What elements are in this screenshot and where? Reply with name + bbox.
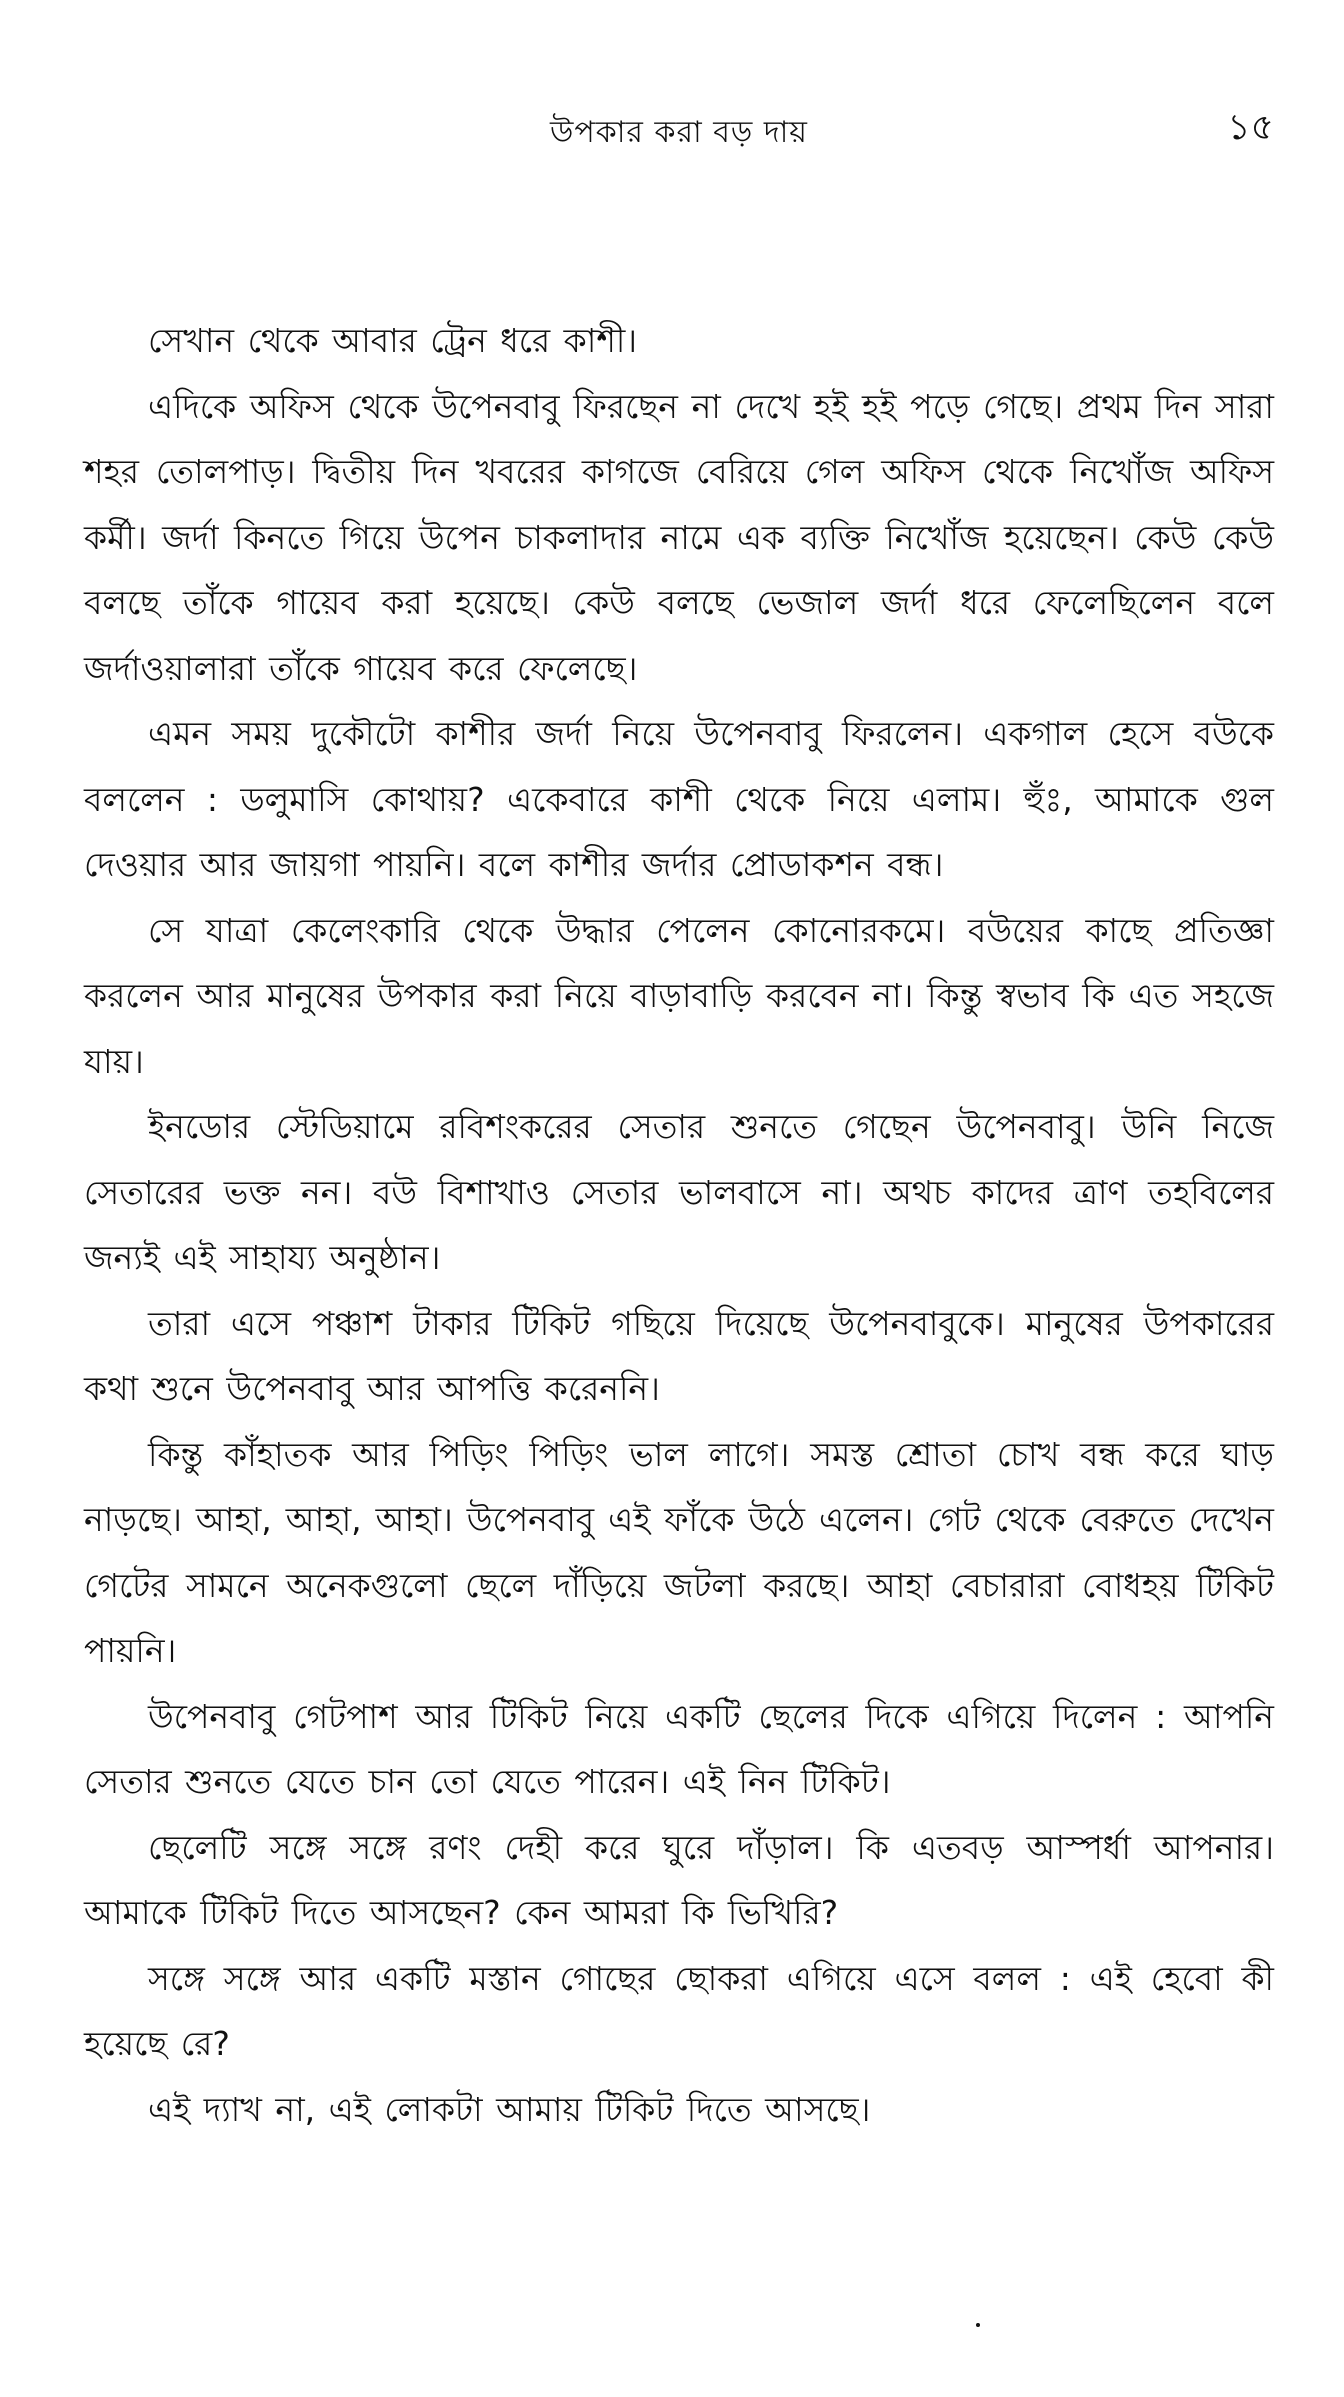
page-number: ১৫ bbox=[1227, 107, 1274, 148]
paragraph-7: কিন্তু কাঁহাতক আর পিড়িং পিড়িং ভাল লাগে। সমস্ত শ্রোতা চোখ বন্ধ করে ঘাড় নাড়ছে। আহা, আহা, আহা। উপেনবাবু এই ফাঁকে উঠে এলেন। গেট থেকে বেরুতে দেখেন গেটের সামনে অনেকগুলো ছেলে দাঁড়িয়ে জটলা করছে। আহা বেচারারা বোধহয় টিকিট পায়নি। bbox=[84, 1434, 1274, 1670]
page-header bbox=[84, 100, 1274, 160]
paragraph-6: তারা এসে পঞ্চাশ টাকার টিকিট গছিয়ে দিয়েছে উপেনবাবুকে। মানুষের উপকারের কথা শুনে উপেনবাবু আর আপত্তি করেননি। bbox=[84, 1303, 1274, 1408]
paragraph-4: সে যাত্রা কেলেংকারি থেকে উদ্ধার পেলেন কোনোরকমে। বউয়ের কাছে প্রতিজ্ঞা করলেন আর মানুষের উপকার করা নিয়ে বাড়াবাড়ি করবেন না। কিন্তু স্বভাব কি এত সহজে যায়। bbox=[84, 910, 1274, 1081]
body-text bbox=[84, 308, 1274, 2142]
ink-dot-mark bbox=[976, 2323, 980, 2327]
paragraph-2: এদিকে অফিস থেকে উপেনবাবু ফিরছেন না দেখে হই হই পড়ে গেছে। প্রথম দিন সারা শহর তোলপাড়। দ্বিতীয় দিন খবরের কাগজে বেরিয়ে গেল অফিস থেকে নিখোঁজ অফিস কর্মী। জর্দা কিনতে গিয়ে উপেন চাকলাদার নামে এক ব্যক্তি নিখোঁজ হয়েছেন। কেউ কেউ বলছে তাঁকে গায়েব করা হয়েছে। কেউ বলছে ভেজাল জর্দা ধরে ফেলেছিলেন বলে জর্দাওয়ালারা তাঁকে গায়েব করে ফেলেছে। bbox=[84, 386, 1274, 688]
paragraph-9: ছেলেটি সঙ্গে সঙ্গে রণং দেহী করে ঘুরে দাঁড়াল। কি এতবড় আস্পর্ধা আপনার। আমাকে টিকিট দিতে আসছেন? কেন আমরা কি ভিখিরি? bbox=[84, 1827, 1274, 1932]
paragraph-1: সেখান থেকে আবার ট্রেন ধরে কাশী। bbox=[148, 321, 638, 360]
running-title: উপকার করা বড় দায় bbox=[550, 115, 808, 150]
paragraph-11: এই দ্যাখ না, এই লোকটা আমায় টিকিট দিতে আসছে। bbox=[148, 2089, 871, 2129]
paragraph-3: এমন সময় দুকৌটো কাশীর জর্দা নিয়ে উপেনবাবু ফিরলেন। একগাল হেসে বউকে বললেন : ডলুমাসি কোথায়? একেবারে কাশী থেকে নিয়ে এলাম। হুঁঃ, আমাকে গুল দেওয়ার আর জায়গা পায়নি। বলে কাশীর জর্দার প্রোডাকশন বন্ধ। bbox=[84, 714, 1274, 884]
paragraph-10: সঙ্গে সঙ্গে আর একটি মস্তান গোছের ছোকরা এগিয়ে এসে বলল : এই হেবো কী হয়েছে রে? bbox=[84, 1958, 1274, 2063]
paragraph-8: উপেনবাবু গেটপাশ আর টিকিট নিয়ে একটি ছেলের দিকে এগিয়ে দিলেন : আপনি সেতার শুনতে যেতে চান তো যেতে পারেন। এই নিন টিকিট। bbox=[84, 1696, 1274, 1801]
paragraph-5: ইনডোর স্টেডিয়ামে রবিশংকরের সেতার শুনতে গেছেন উপেনবাবু। উনি নিজে সেতারের ভক্ত নন। বউ বিশাখাও সেতার ভালবাসে না। অথচ কাদের ত্রাণ তহবিলের জন্যই এই সাহায্য অনুষ্ঠান। bbox=[84, 1107, 1274, 1277]
